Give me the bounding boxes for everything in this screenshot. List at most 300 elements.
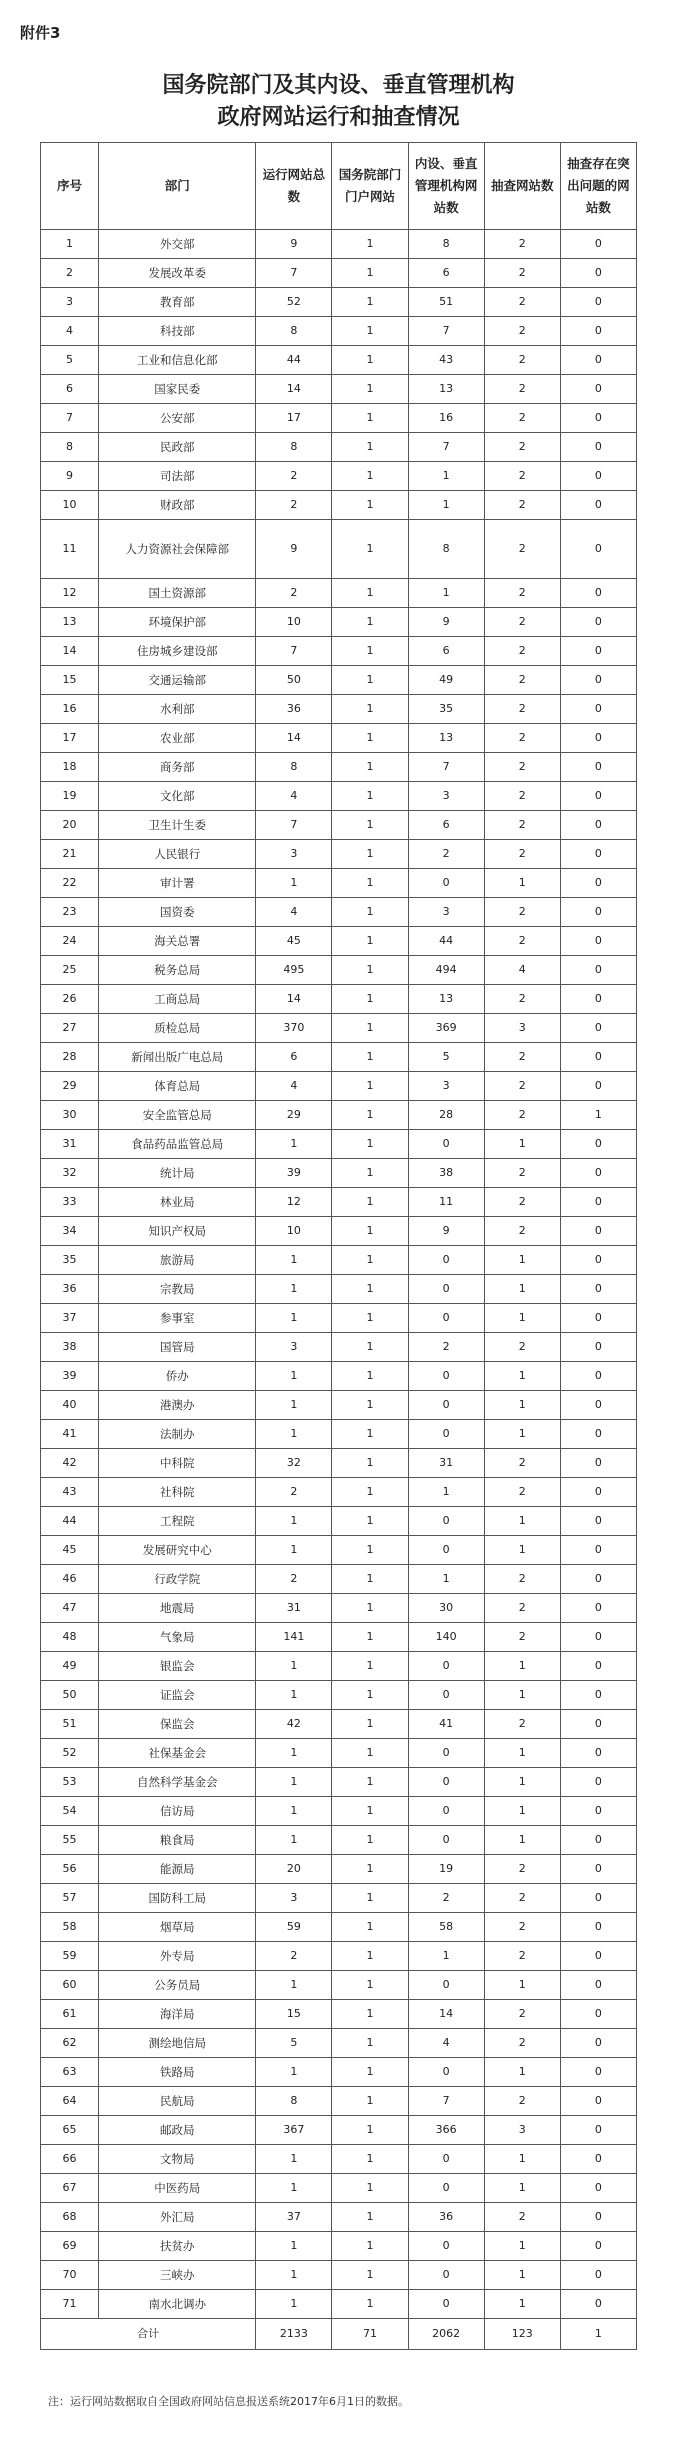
row-index: 70 — [41, 2261, 99, 2290]
row-sub-agency-sites: 36 — [408, 2203, 484, 2232]
row-portal-sites: 1 — [332, 1826, 408, 1855]
total-portal-sites: 71 — [332, 2319, 408, 2350]
row-portal-sites: 1 — [332, 1275, 408, 1304]
row-department: 工业和信息化部 — [99, 346, 256, 375]
table-row — [41, 375, 637, 404]
row-sampled-sites: 2 — [484, 346, 560, 375]
row-department: 烟草局 — [99, 1913, 256, 1942]
row-index: 66 — [41, 2145, 99, 2174]
table-header-row — [41, 143, 637, 230]
row-total-sites: 8 — [256, 2087, 332, 2116]
header-department: 部门 — [99, 143, 256, 230]
row-index: 27 — [41, 1014, 99, 1043]
row-problem-sites: 0 — [560, 1681, 636, 1710]
table-row — [41, 2174, 637, 2203]
row-portal-sites: 1 — [332, 2290, 408, 2319]
row-problem-sites: 0 — [560, 1855, 636, 1884]
row-index: 67 — [41, 2174, 99, 2203]
row-portal-sites: 1 — [332, 1333, 408, 1362]
row-sampled-sites: 2 — [484, 1623, 560, 1652]
row-sub-agency-sites: 7 — [408, 317, 484, 346]
row-index: 1 — [41, 230, 99, 259]
row-index: 28 — [41, 1043, 99, 1072]
row-sampled-sites: 1 — [484, 1391, 560, 1420]
row-problem-sites: 0 — [560, 927, 636, 956]
row-department: 参事室 — [99, 1304, 256, 1333]
row-index: 49 — [41, 1652, 99, 1681]
table-row — [41, 1072, 637, 1101]
total-sub-agency-sites: 2062 — [408, 2319, 484, 2350]
row-problem-sites: 0 — [560, 259, 636, 288]
row-sampled-sites: 1 — [484, 1739, 560, 1768]
row-department: 水利部 — [99, 695, 256, 724]
row-sampled-sites: 2 — [484, 2087, 560, 2116]
table-row — [41, 840, 637, 869]
row-sampled-sites: 2 — [484, 1710, 560, 1739]
row-sub-agency-sites: 6 — [408, 259, 484, 288]
row-total-sites: 42 — [256, 1710, 332, 1739]
row-sampled-sites: 2 — [484, 840, 560, 869]
row-department: 国土资源部 — [99, 579, 256, 608]
table-row — [41, 1420, 637, 1449]
row-department: 中医药局 — [99, 2174, 256, 2203]
row-department: 粮食局 — [99, 1826, 256, 1855]
row-department: 教育部 — [99, 288, 256, 317]
row-portal-sites: 1 — [332, 782, 408, 811]
row-department: 铁路局 — [99, 2058, 256, 2087]
row-problem-sites: 0 — [560, 2058, 636, 2087]
attachment-label: 附件3 — [20, 24, 61, 42]
row-total-sites: 4 — [256, 1072, 332, 1101]
row-department: 交通运输部 — [99, 666, 256, 695]
row-department: 银监会 — [99, 1652, 256, 1681]
row-sub-agency-sites: 369 — [408, 1014, 484, 1043]
row-portal-sites: 1 — [332, 1681, 408, 1710]
table-row — [41, 1304, 637, 1333]
table-row — [41, 753, 637, 782]
row-sampled-sites: 2 — [484, 1942, 560, 1971]
table-row — [41, 1942, 637, 1971]
row-sub-agency-sites: 2 — [408, 1884, 484, 1913]
table-row — [41, 1333, 637, 1362]
row-portal-sites: 1 — [332, 695, 408, 724]
row-total-sites: 1 — [256, 1768, 332, 1797]
row-sub-agency-sites: 51 — [408, 288, 484, 317]
table-row — [41, 1536, 637, 1565]
row-portal-sites: 1 — [332, 1565, 408, 1594]
row-total-sites: 20 — [256, 1855, 332, 1884]
row-sampled-sites: 2 — [484, 1188, 560, 1217]
website-statistics-table — [40, 142, 637, 2350]
row-portal-sites: 1 — [332, 753, 408, 782]
total-sites: 2133 — [256, 2319, 332, 2350]
row-index: 63 — [41, 2058, 99, 2087]
row-problem-sites: 0 — [560, 985, 636, 1014]
row-sub-agency-sites: 3 — [408, 1072, 484, 1101]
row-sub-agency-sites: 1 — [408, 1478, 484, 1507]
table-row — [41, 346, 637, 375]
row-problem-sites: 0 — [560, 811, 636, 840]
row-problem-sites: 0 — [560, 1594, 636, 1623]
total-sampled-sites: 123 — [484, 2319, 560, 2350]
row-total-sites: 14 — [256, 985, 332, 1014]
table-row — [41, 2203, 637, 2232]
row-sub-agency-sites: 9 — [408, 608, 484, 637]
row-total-sites: 3 — [256, 1884, 332, 1913]
row-department: 社科院 — [99, 1478, 256, 1507]
row-sub-agency-sites: 0 — [408, 2261, 484, 2290]
row-total-sites: 1 — [256, 1826, 332, 1855]
document-title-line1: 国务院部门及其内设、垂直管理机构 — [162, 72, 515, 98]
table-row — [41, 1826, 637, 1855]
header-portal-sites: 国务院部门门户网站 — [332, 143, 408, 230]
row-index: 12 — [41, 579, 99, 608]
row-problem-sites: 0 — [560, 462, 636, 491]
row-sampled-sites: 2 — [484, 317, 560, 346]
row-portal-sites: 1 — [332, 1478, 408, 1507]
row-problem-sites: 0 — [560, 869, 636, 898]
row-sub-agency-sites: 43 — [408, 346, 484, 375]
row-sampled-sites: 2 — [484, 898, 560, 927]
row-sampled-sites: 2 — [484, 666, 560, 695]
row-portal-sites: 1 — [332, 1710, 408, 1739]
row-total-sites: 1 — [256, 2058, 332, 2087]
row-problem-sites: 0 — [560, 491, 636, 520]
row-sampled-sites: 1 — [484, 1536, 560, 1565]
row-department: 民航局 — [99, 2087, 256, 2116]
row-portal-sites: 1 — [332, 1188, 408, 1217]
row-sub-agency-sites: 1 — [408, 579, 484, 608]
row-total-sites: 2 — [256, 1478, 332, 1507]
row-department: 审计署 — [99, 869, 256, 898]
row-problem-sites: 0 — [560, 1971, 636, 2000]
row-problem-sites: 0 — [560, 956, 636, 985]
row-total-sites: 9 — [256, 520, 332, 579]
table-row — [41, 1014, 637, 1043]
row-total-sites: 37 — [256, 2203, 332, 2232]
row-sub-agency-sites: 2 — [408, 1333, 484, 1362]
row-index: 5 — [41, 346, 99, 375]
table-row — [41, 724, 637, 753]
row-sampled-sites: 1 — [484, 1130, 560, 1159]
row-sampled-sites: 2 — [484, 259, 560, 288]
row-total-sites: 8 — [256, 433, 332, 462]
row-sub-agency-sites: 0 — [408, 2145, 484, 2174]
table-row — [41, 2116, 637, 2145]
row-total-sites: 1 — [256, 2174, 332, 2203]
row-index: 41 — [41, 1420, 99, 1449]
row-department: 三峡办 — [99, 2261, 256, 2290]
row-index: 57 — [41, 1884, 99, 1913]
row-portal-sites: 1 — [332, 869, 408, 898]
row-total-sites: 8 — [256, 753, 332, 782]
table-row — [41, 1913, 637, 1942]
row-department: 新闻出版广电总局 — [99, 1043, 256, 1072]
row-sampled-sites: 1 — [484, 1362, 560, 1391]
row-portal-sites: 1 — [332, 1043, 408, 1072]
row-total-sites: 50 — [256, 666, 332, 695]
row-index: 71 — [41, 2290, 99, 2319]
table-row — [41, 2029, 637, 2058]
row-sampled-sites: 2 — [484, 985, 560, 1014]
row-portal-sites: 1 — [332, 1884, 408, 1913]
row-department: 民政部 — [99, 433, 256, 462]
table-row — [41, 1159, 637, 1188]
row-portal-sites: 1 — [332, 1420, 408, 1449]
total-label: 合计 — [41, 2319, 256, 2350]
row-problem-sites: 0 — [560, 317, 636, 346]
table-row — [41, 782, 637, 811]
row-problem-sites: 0 — [560, 1449, 636, 1478]
table-row — [41, 811, 637, 840]
row-sub-agency-sites: 16 — [408, 404, 484, 433]
row-department: 财政部 — [99, 491, 256, 520]
header-sampled-sites: 抽查网站数 — [484, 143, 560, 230]
row-portal-sites: 1 — [332, 608, 408, 637]
row-index: 37 — [41, 1304, 99, 1333]
row-sub-agency-sites: 41 — [408, 1710, 484, 1739]
row-index: 65 — [41, 2116, 99, 2145]
row-total-sites: 39 — [256, 1159, 332, 1188]
row-index: 68 — [41, 2203, 99, 2232]
row-total-sites: 2 — [256, 1565, 332, 1594]
row-sampled-sites: 2 — [484, 579, 560, 608]
row-problem-sites: 0 — [560, 1333, 636, 1362]
row-sub-agency-sites: 1 — [408, 491, 484, 520]
row-problem-sites: 0 — [560, 1797, 636, 1826]
row-sampled-sites: 2 — [484, 1884, 560, 1913]
row-index: 62 — [41, 2029, 99, 2058]
row-sampled-sites: 1 — [484, 2058, 560, 2087]
row-portal-sites: 1 — [332, 1391, 408, 1420]
row-index: 8 — [41, 433, 99, 462]
row-index: 64 — [41, 2087, 99, 2116]
row-portal-sites: 1 — [332, 1913, 408, 1942]
row-sub-agency-sites: 3 — [408, 782, 484, 811]
row-department: 行政学院 — [99, 1565, 256, 1594]
row-total-sites: 1 — [256, 1304, 332, 1333]
row-portal-sites: 1 — [332, 637, 408, 666]
row-total-sites: 1 — [256, 1536, 332, 1565]
row-department: 公安部 — [99, 404, 256, 433]
row-department: 国家民委 — [99, 375, 256, 404]
row-problem-sites: 0 — [560, 2116, 636, 2145]
row-total-sites: 2 — [256, 1942, 332, 1971]
row-portal-sites: 1 — [332, 2261, 408, 2290]
row-sampled-sites: 1 — [484, 1246, 560, 1275]
row-index: 48 — [41, 1623, 99, 1652]
row-problem-sites: 0 — [560, 1623, 636, 1652]
row-department: 侨办 — [99, 1362, 256, 1391]
row-index: 13 — [41, 608, 99, 637]
row-sampled-sites: 2 — [484, 2000, 560, 2029]
row-sampled-sites: 2 — [484, 1101, 560, 1130]
row-problem-sites: 0 — [560, 637, 636, 666]
row-index: 4 — [41, 317, 99, 346]
table-row — [41, 462, 637, 491]
row-sampled-sites: 2 — [484, 1855, 560, 1884]
row-index: 21 — [41, 840, 99, 869]
row-sampled-sites: 2 — [484, 1594, 560, 1623]
table-row — [41, 1449, 637, 1478]
row-sampled-sites: 2 — [484, 1478, 560, 1507]
row-sub-agency-sites: 31 — [408, 1449, 484, 1478]
row-problem-sites: 0 — [560, 1275, 636, 1304]
row-portal-sites: 1 — [332, 1246, 408, 1275]
row-total-sites: 44 — [256, 346, 332, 375]
row-index: 38 — [41, 1333, 99, 1362]
row-index: 19 — [41, 782, 99, 811]
row-sampled-sites: 2 — [484, 520, 560, 579]
row-total-sites: 1 — [256, 2261, 332, 2290]
row-sampled-sites: 2 — [484, 1449, 560, 1478]
row-sub-agency-sites: 0 — [408, 1362, 484, 1391]
row-sub-agency-sites: 7 — [408, 2087, 484, 2116]
row-portal-sites: 1 — [332, 317, 408, 346]
row-sub-agency-sites: 0 — [408, 2174, 484, 2203]
row-total-sites: 367 — [256, 2116, 332, 2145]
table-body — [41, 230, 637, 2319]
table-row — [41, 869, 637, 898]
row-total-sites: 15 — [256, 2000, 332, 2029]
row-problem-sites: 0 — [560, 608, 636, 637]
row-sub-agency-sites: 8 — [408, 230, 484, 259]
row-sub-agency-sites: 366 — [408, 2116, 484, 2145]
row-sampled-sites: 2 — [484, 1072, 560, 1101]
row-department: 证监会 — [99, 1681, 256, 1710]
row-sub-agency-sites: 140 — [408, 1623, 484, 1652]
row-department: 税务总局 — [99, 956, 256, 985]
row-total-sites: 1 — [256, 1420, 332, 1449]
row-total-sites: 1 — [256, 1391, 332, 1420]
row-index: 6 — [41, 375, 99, 404]
row-problem-sites: 0 — [560, 1739, 636, 1768]
table-row — [41, 2232, 637, 2261]
row-portal-sites: 1 — [332, 259, 408, 288]
table-row — [41, 491, 637, 520]
row-problem-sites: 0 — [560, 433, 636, 462]
row-problem-sites: 0 — [560, 1826, 636, 1855]
row-total-sites: 1 — [256, 1130, 332, 1159]
row-portal-sites: 1 — [332, 462, 408, 491]
row-sampled-sites: 2 — [484, 404, 560, 433]
row-sampled-sites: 3 — [484, 2116, 560, 2145]
row-problem-sites: 0 — [560, 1391, 636, 1420]
row-portal-sites: 1 — [332, 1449, 408, 1478]
row-problem-sites: 0 — [560, 1246, 636, 1275]
row-problem-sites: 0 — [560, 666, 636, 695]
row-sampled-sites: 1 — [484, 2145, 560, 2174]
row-total-sites: 14 — [256, 724, 332, 753]
row-index: 25 — [41, 956, 99, 985]
row-sub-agency-sites: 3 — [408, 898, 484, 927]
row-problem-sites: 0 — [560, 520, 636, 579]
table-row — [41, 1188, 637, 1217]
table-row — [41, 2261, 637, 2290]
row-sub-agency-sites: 0 — [408, 1536, 484, 1565]
row-sampled-sites: 2 — [484, 2203, 560, 2232]
header-index: 序号 — [41, 143, 99, 230]
row-index: 36 — [41, 1275, 99, 1304]
row-total-sites: 31 — [256, 1594, 332, 1623]
row-sub-agency-sites: 7 — [408, 433, 484, 462]
row-sub-agency-sites: 1 — [408, 1942, 484, 1971]
row-index: 43 — [41, 1478, 99, 1507]
row-total-sites: 9 — [256, 230, 332, 259]
row-department: 国管局 — [99, 1333, 256, 1362]
row-portal-sites: 1 — [332, 840, 408, 869]
table-row — [41, 1275, 637, 1304]
row-sub-agency-sites: 0 — [408, 1681, 484, 1710]
row-sub-agency-sites: 1 — [408, 462, 484, 491]
row-index: 50 — [41, 1681, 99, 1710]
table-row — [41, 2145, 637, 2174]
row-portal-sites: 1 — [332, 956, 408, 985]
row-portal-sites: 1 — [332, 2000, 408, 2029]
row-portal-sites: 1 — [332, 2174, 408, 2203]
row-index: 32 — [41, 1159, 99, 1188]
row-sub-agency-sites: 1 — [408, 1565, 484, 1594]
table-row — [41, 579, 637, 608]
row-department: 中科院 — [99, 1449, 256, 1478]
table-row — [41, 1652, 637, 1681]
row-problem-sites: 0 — [560, 2029, 636, 2058]
row-portal-sites: 1 — [332, 1014, 408, 1043]
table-row — [41, 1507, 637, 1536]
row-index: 59 — [41, 1942, 99, 1971]
row-index: 60 — [41, 1971, 99, 2000]
row-portal-sites: 1 — [332, 288, 408, 317]
row-portal-sites: 1 — [332, 375, 408, 404]
row-sub-agency-sites: 0 — [408, 1826, 484, 1855]
row-sub-agency-sites: 0 — [408, 869, 484, 898]
row-total-sites: 36 — [256, 695, 332, 724]
row-department: 质检总局 — [99, 1014, 256, 1043]
row-sampled-sites: 2 — [484, 637, 560, 666]
row-index: 55 — [41, 1826, 99, 1855]
row-sampled-sites: 2 — [484, 491, 560, 520]
row-index: 18 — [41, 753, 99, 782]
row-problem-sites: 0 — [560, 2261, 636, 2290]
row-problem-sites: 0 — [560, 1565, 636, 1594]
row-problem-sites: 0 — [560, 1072, 636, 1101]
row-sampled-sites: 2 — [484, 608, 560, 637]
row-portal-sites: 1 — [332, 666, 408, 695]
table-row — [41, 2000, 637, 2029]
table-row — [41, 1710, 637, 1739]
row-index: 42 — [41, 1449, 99, 1478]
row-department: 人民银行 — [99, 840, 256, 869]
row-department: 外专局 — [99, 1942, 256, 1971]
footnote: 注：运行网站数据取自全国政府网站信息报送系统2017年6月1日的数据。 — [48, 2395, 409, 2408]
row-total-sites: 5 — [256, 2029, 332, 2058]
row-index: 47 — [41, 1594, 99, 1623]
row-total-sites: 7 — [256, 637, 332, 666]
row-problem-sites: 0 — [560, 2232, 636, 2261]
table-row — [41, 1362, 637, 1391]
row-sub-agency-sites: 30 — [408, 1594, 484, 1623]
row-portal-sites: 1 — [332, 491, 408, 520]
table-row — [41, 1130, 637, 1159]
row-portal-sites: 1 — [332, 1594, 408, 1623]
row-problem-sites: 0 — [560, 2000, 636, 2029]
row-total-sites: 141 — [256, 1623, 332, 1652]
row-portal-sites: 1 — [332, 1536, 408, 1565]
table-row — [41, 695, 637, 724]
document-title-line2: 政府网站运行和抽查情况 — [217, 104, 460, 130]
row-portal-sites: 1 — [332, 404, 408, 433]
row-sampled-sites: 1 — [484, 1275, 560, 1304]
